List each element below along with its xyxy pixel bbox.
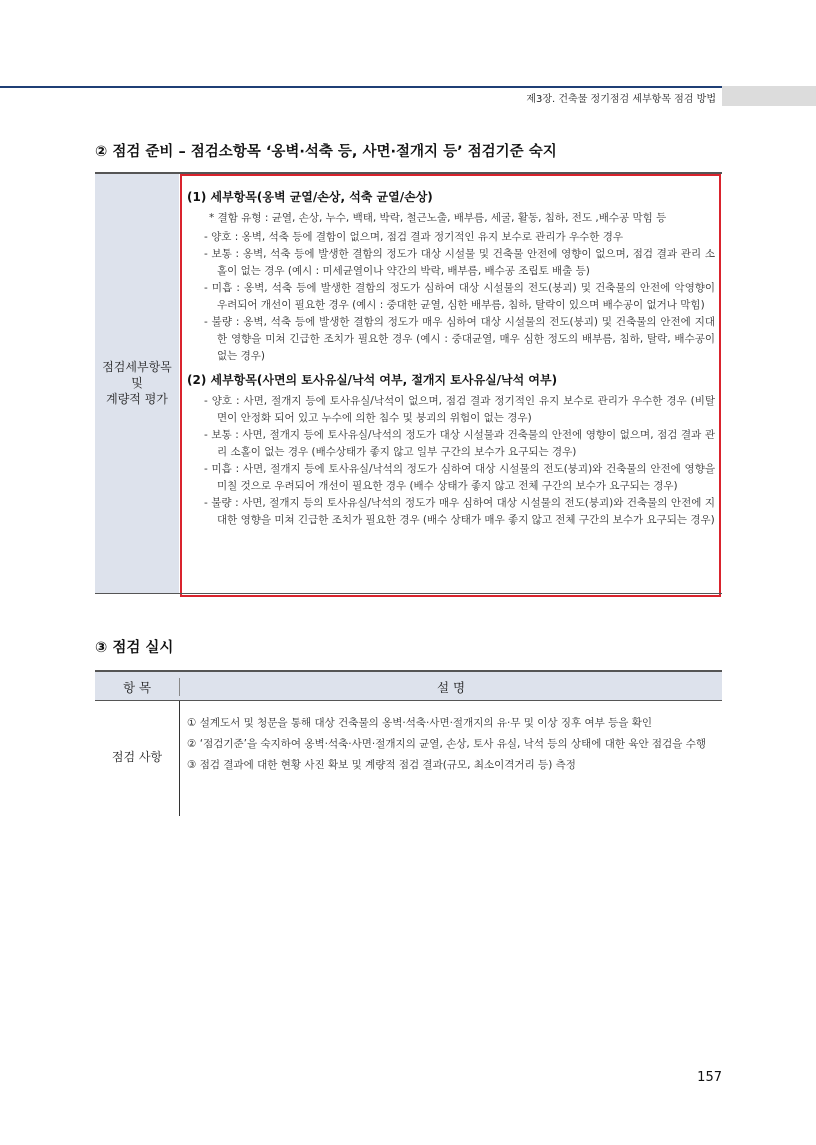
chapter-title: 제3장. 건축물 정기점검 세부항목 점검 방법 <box>526 94 716 105</box>
row-label-line: 점검세부항목 <box>102 360 172 374</box>
subitem-heading-2: (2) 세부항목(사면의 토사유실/낙석 여부, 절개지 토사유실/낙석 여부) <box>187 373 558 387</box>
list-item: ② ‘점검기준’을 숙지하여 옹벽·석축·사면·절개지의 균열, 손상, 토사 유실, 낙석 등의 상태에 대한 육안 점검을 수행 <box>187 738 706 750</box>
grade-item: - 양호 : 옹벽, 석축 등에 결함이 없으며, 점검 결과 정기적인 유지 보수로 관리가 우수한 경우 <box>204 231 624 243</box>
grade-item: - 미흡 : 옹벽, 석축 등에 발생한 결함의 정도가 심하여 대상 시설물의 전도(붕괴) 및 건축물의 안전에 악영향이 우려되어 개선이 필요한 경우 (예시 : 중대한 균열, 심한 배부름, 침하, 탈락이 있으며 배수공이 없거나 막힘) <box>204 282 715 311</box>
criteria-table <box>95 172 722 594</box>
section-title-prep: ② 점검 준비 – 점검소항목 ‘옹벽·석축 등, 사면·절개지 등’ 점검기준 숙지 <box>95 144 557 160</box>
row-label <box>95 359 179 407</box>
header-tab-block <box>722 86 816 106</box>
row-label-line: 계량적 평가 <box>106 392 168 406</box>
section-title-execution: ③ 점검 실시 <box>95 640 174 656</box>
grade-item: - 불량 : 사면, 절개지 등의 토사유실/낙석의 정도가 매우 심하여 대상 시설물의 전도(붕괴)와 건축물의 안전에 지대한 영향을 미쳐 긴급한 조치가 필요한 경우 (배수 상태가 매우 좋지 않고 전체 구간의 보수가 요구되는 경우) <box>204 497 715 526</box>
column-divider <box>179 701 180 816</box>
grade-item: - 미흡 : 사면, 절개지 등에 토사유실/낙석의 정도가 심하여 대상 시설물의 전도(붕괴)와 건축물의 안전에 영향을 미칠 것으로 우려되어 개선이 필요한 경우 (배수 상태가 좋지 않고 전체 구간의 보수가 요구되는 경우) <box>204 463 715 492</box>
table-bottom-rule <box>95 593 722 594</box>
list-item: ③ 점검 결과에 대한 현황 사진 확보 및 계량적 점검 결과(규모, 최소이격거리 등) 측정 <box>187 759 576 771</box>
column-header-item: 항 목 <box>122 680 152 695</box>
description-cell <box>187 713 717 776</box>
row-label: 점검 사항 <box>111 750 163 764</box>
page-number: 157 <box>697 1070 722 1085</box>
grade-item: - 양호 : 사면, 절개지 등에 토사유실/낙석이 없으며, 점검 결과 정기적인 유지 보수로 관리가 우수한 경우 (비탈면이 안정화 되어 있고 누수에 의한 침수 및 붕괴의 위험이 없는 경우) <box>204 395 715 424</box>
grade-item: - 불량 : 옹벽, 석축 등에 발생한 결함의 정도가 매우 심하여 대상 시설물의 전도(붕괴) 및 건축물의 안전에 지대한 영향을 미쳐 긴급한 조치가 필요한 경우 (예시 : 중대균열, 매우 심한 정도의 배부름, 침하, 탈락, 배수공이 없는 경우) <box>204 316 715 362</box>
row-label-line: 및 <box>131 376 143 390</box>
row-label-cell <box>95 174 179 593</box>
subitem-heading-1: (1) 세부항목(옹벽 균열/손상, 석축 균열/손상) <box>187 190 433 204</box>
defect-types-note: * 결함 유형 : 균열, 손상, 누수, 백태, 박락, 철근노출, 배부름, 세굴, 활동, 침하, 전도 ,배수공 막힘 등 <box>209 212 667 224</box>
list-item: ① 설계도서 및 청문을 통해 대상 건축물의 옹벽·석축·사면·절개지의 유·무 및 이상 징후 여부 등을 확인 <box>187 717 653 729</box>
execution-table <box>95 670 722 816</box>
table-header-row <box>95 672 722 701</box>
header-rule <box>0 86 816 88</box>
grade-item: - 보통 : 사면, 절개지 등에 토사유실/낙석의 정도가 대상 시설물과 건축물의 안전에 영향이 없으며, 점검 결과 관리 소홀이 없는 경우 (배수상태가 좋지 않고 일부 구간의 보수가 요구되는 경우) <box>204 429 715 458</box>
criteria-content <box>187 188 715 529</box>
grade-item: - 보통 : 옹벽, 석축 등에 발생한 결함의 정도가 대상 시설물 및 건축물 안전에 영향이 없으며, 점검 결과 관리 소홀이 없는 경우 (예시 : 미세균열이나 약간의 박락, 배부름, 배수공 조립토 배출 등) <box>204 248 715 277</box>
column-header-description: 설 명 <box>436 680 466 695</box>
